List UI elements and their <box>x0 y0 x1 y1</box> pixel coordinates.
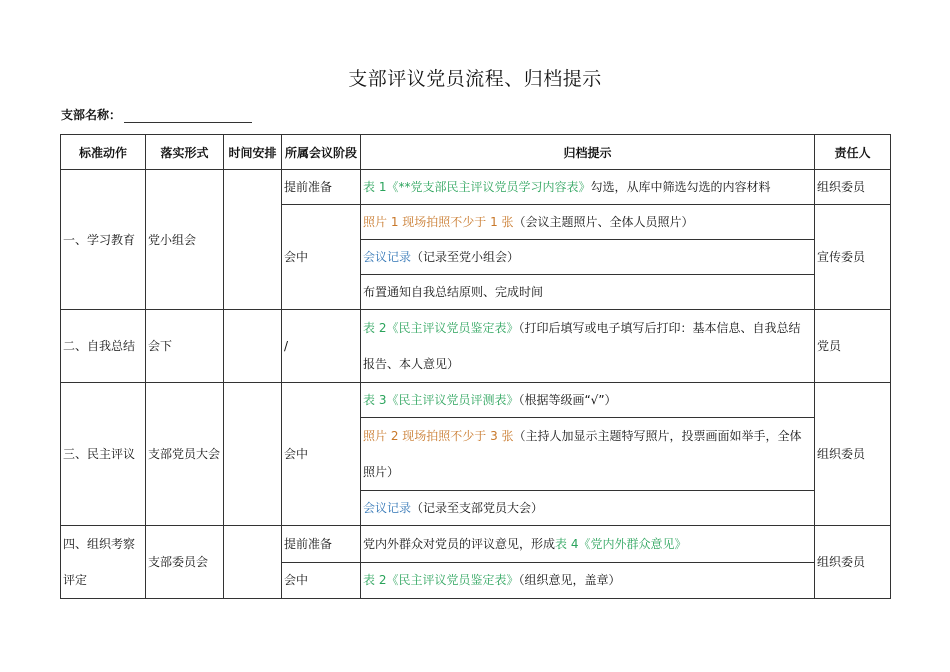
archive-tip-text: （组织意见，盖章） <box>518 573 621 588</box>
action-cell: 三、民主评议 <box>61 383 146 526</box>
archive-tip-cell <box>361 240 815 275</box>
table-row <box>61 170 891 205</box>
archive-tip-text: （会议主题照片、全体人员照片） <box>513 215 694 229</box>
archive-tip-cell <box>361 170 815 205</box>
table-row <box>61 383 891 418</box>
archive-tip-cell <box>361 275 815 310</box>
archive-tip-text: （打印后填写或电子填写后打印：基本信息、自我总结报告、本人意见） <box>363 321 801 371</box>
archive-tip-cell <box>361 491 815 526</box>
time-cell <box>224 526 282 599</box>
branch-name-blank-line <box>124 110 252 123</box>
archive-tip-highlight: 照片 1 现场拍照不少于 1 张 <box>363 215 514 229</box>
header-action: 标准动作 <box>61 135 146 170</box>
form-cell: 党小组会 <box>146 170 224 310</box>
header-form: 落实形式 <box>146 135 224 170</box>
form-cell: 支部党员大会 <box>146 383 224 526</box>
archive-tip-cell <box>361 383 815 418</box>
time-cell <box>224 310 282 383</box>
table-row <box>61 526 891 563</box>
archive-tip-highlight: 会议记录 <box>363 501 412 515</box>
page-title: 支部评议党员流程、归档提示 <box>348 68 602 90</box>
responsible-cell: 组织委员 <box>815 526 891 599</box>
time-cell <box>224 170 282 310</box>
archive-tip-highlight: 照片 2 现场拍照不少于 3 张 <box>363 429 514 443</box>
branch-name-label: 支部名称： <box>61 108 122 122</box>
header-row <box>61 135 891 170</box>
header-responsible: 责任人 <box>815 135 891 170</box>
archive-tip-highlight: 表 2《民主评议党员鉴定表》 <box>363 573 519 588</box>
stage-cell: 提前准备 <box>282 526 361 563</box>
archive-tip-highlight: 表 1《**党支部民主评议党员学习内容表》 <box>363 180 591 194</box>
archive-tip-highlight: 表 2《民主评议党员鉴定表》 <box>363 321 519 335</box>
action-cell: 四、组织考察评定 <box>61 526 146 599</box>
archive-tip-cell <box>361 205 815 240</box>
archive-tip-text: 勾选，从库中筛选勾选的内容材料 <box>590 180 771 194</box>
archive-tip-text: （根据等级画“√”） <box>518 393 617 407</box>
archive-tip-cell <box>361 418 815 491</box>
header-archive-tips: 归档提示 <box>361 135 815 170</box>
archive-tip-cell <box>361 526 815 563</box>
stage-cell: 会中 <box>282 205 361 310</box>
archive-tip-cell <box>361 562 815 599</box>
table-row <box>61 310 891 383</box>
stage-cell: 会中 <box>282 562 361 599</box>
archive-tip-highlight: 会议记录 <box>363 250 412 264</box>
archive-tip-text: 党内外群众对党员的评议意见，形成 <box>363 536 556 551</box>
stage-cell: 会中 <box>282 383 361 526</box>
archive-tip-text: （记录至支部党员大会） <box>411 501 544 515</box>
header-stage: 所属会议阶段 <box>282 135 361 170</box>
stage-cell: 提前准备 <box>282 170 361 205</box>
stage-cell: / <box>282 310 361 383</box>
responsible-cell: 党员 <box>815 310 891 383</box>
responsible-cell: 组织委员 <box>815 170 891 205</box>
archive-tip-cell <box>361 310 815 383</box>
time-cell <box>224 383 282 526</box>
archive-tip-text: （主持人加显示主题特写照片，投票画面如举手，全体照片） <box>363 429 802 479</box>
header-time: 时间安排 <box>224 135 282 170</box>
form-cell: 会下 <box>146 310 224 383</box>
action-cell: 二、自我总结 <box>61 310 146 383</box>
archive-tip-highlight: 表 3《民主评议党员评测表》 <box>363 393 519 407</box>
process-table <box>60 134 891 599</box>
responsible-cell: 组织委员 <box>815 383 891 526</box>
archive-tip-text: （记录至党小组会） <box>411 250 520 264</box>
branch-name-field <box>61 106 252 123</box>
form-cell: 支部委员会 <box>146 526 224 599</box>
action-cell: 一、学习教育 <box>61 170 146 310</box>
archive-tip-text: 布置通知自我总结原则、完成时间 <box>363 285 544 299</box>
archive-tip-highlight: 表 4《党内外群众意见》 <box>555 536 687 551</box>
responsible-cell: 宣传委员 <box>815 205 891 310</box>
